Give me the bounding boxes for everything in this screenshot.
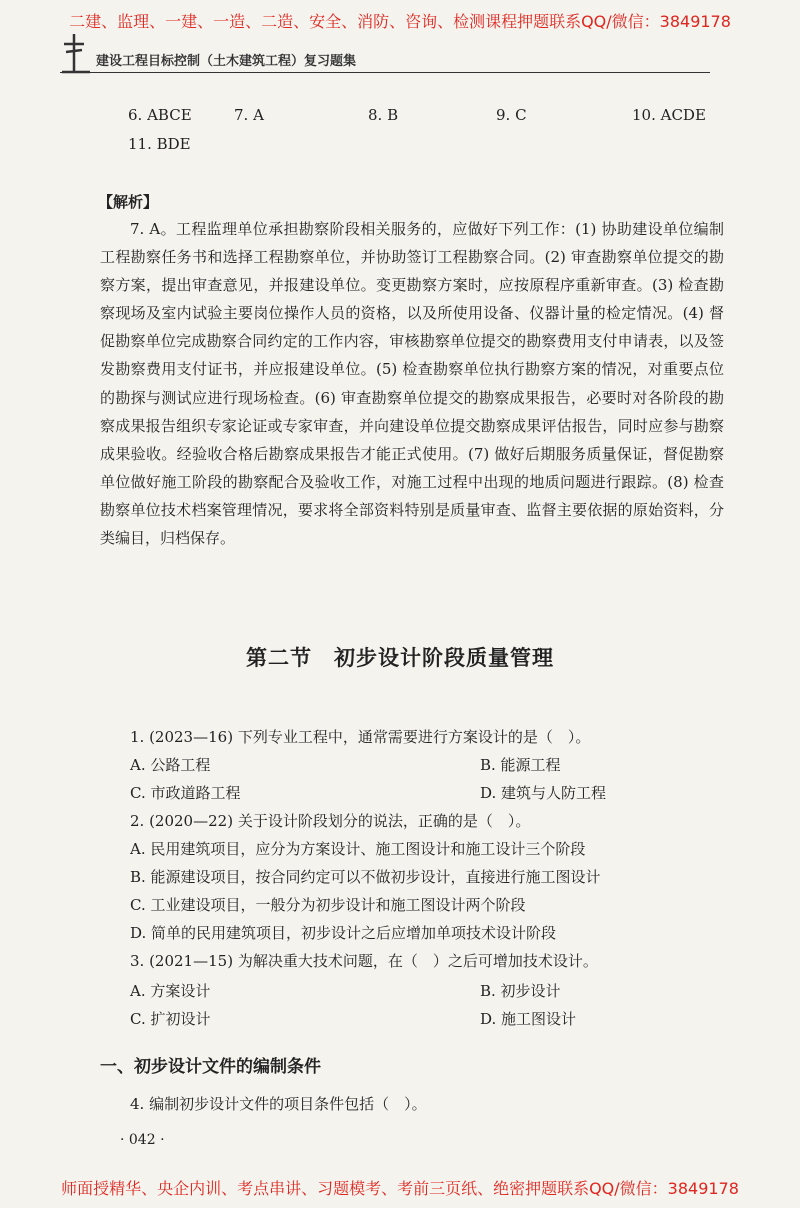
section-title: 第二节 初步设计阶段质量管理 [246, 646, 554, 670]
question-1-option-d: D. 建筑与人防工程 [480, 784, 607, 802]
book-title: 建设工程目标控制（土木建筑工程）复习题集 [96, 54, 357, 69]
question-2-option-d: D. 简单的民用建筑项目，初步设计之后应增加单项技术设计阶段 [130, 924, 557, 942]
answer-9: 9. C [496, 106, 527, 124]
answer-11: 11. BDE [128, 135, 191, 153]
question-2-option-c: C. 工业建设项目，一般分为初步设计和施工图设计两个阶段 [130, 896, 526, 914]
analysis-label: 【解析】 [98, 193, 159, 211]
question-2-option-a: A. 民用建筑项目，应分为方案设计、施工图设计和施工设计三个阶段 [130, 840, 586, 858]
subsection-heading: 一、初步设计文件的编制条件 [100, 1057, 321, 1077]
bottom-promo-banner: 师面授精华、央企内训、考点串讲、习题模考、考前三页纸、绝密押题联系QQ/微信：3849178 [61, 1179, 739, 1198]
question-2-stem: 2. (2020—22) 关于设计阶段划分的说法，正确的是（ ）。 [130, 812, 531, 830]
book-logo-icon [60, 32, 92, 76]
analysis-paragraph: 7. A。工程监理单位承担勘察阶段相关服务的，应做好下列工作：(1) 协助建设单位编制工程勘察任务书和选择工程勘察单位，并协助签订工程勘察合同。(2) 审查勘察单位提交的勘察方案，提出审查意见，并报建设单位。变更勘察方案时，应按原程序重新审查。(3) 检查勘察现场及室内试验主要岗位操作人员的资格，以及所使用设备、仪器计量的检定情况。(4) 督促勘察单位完成勘察合同约定的工作内容，审核勘察单位提交的勘察费用支付申请表，以及签发勘察费用支付证书，并应报建设单位。(5) 检查勘察单位执行勘察方案的情况，对重要点位的勘探与测试应进行现场检查。(6) 审查勘察单位提交的勘察成果报告，必要时对各阶段的勘察成果报告组织专家论证或专家审查，并向建设单位提交勘察成果评估报告，同时应参与勘察成果验收。经验收合格后勘察成果报告才能正式使用。(7) 做好后期服务质量保证，督促勘察单位做好施工阶段的勘察配合及验收工作，对施工过程中出现的地质问题进行跟踪。(8) 检查勘察单位技术档案管理情况，要求将全部资料特别是质量审查、监督主要依据的原始资料，分类编目，归档保存。 [100, 220, 724, 548]
question-1-option-c: C. 市政道路工程 [130, 784, 241, 802]
answer-7: 7. A [234, 106, 264, 124]
answer-6: 6. ABCE [128, 106, 192, 124]
question-1-option-b: B. 能源工程 [480, 756, 561, 774]
question-3-stem: 3. (2021—15) 为解决重大技术问题，在（ ）之后可增加技术设计。 [130, 952, 598, 970]
question-4-stem: 4. 编制初步设计文件的项目条件包括（ ）。 [130, 1095, 427, 1113]
header-rule [60, 72, 710, 73]
question-1-stem: 1. (2023—16) 下列专业工程中，通常需要进行方案设计的是（ ）。 [130, 728, 591, 746]
answer-10: 10. ACDE [632, 106, 706, 124]
question-3-option-a: A. 方案设计 [130, 982, 211, 1000]
question-1-option-a: A. 公路工程 [130, 756, 211, 774]
question-2-option-b: B. 能源建设项目，按合同约定可以不做初步设计，直接进行施工图设计 [130, 868, 601, 886]
question-3-option-b: B. 初步设计 [480, 982, 561, 1000]
page-number: · 042 · [120, 1132, 165, 1148]
answer-8: 8. B [368, 106, 399, 124]
top-promo-banner: 二建、监理、一建、一造、二造、安全、消防、咨询、检测课程押题联系QQ/微信：3849178 [69, 12, 731, 31]
question-3-option-d: D. 施工图设计 [480, 1010, 577, 1028]
question-3-option-c: C. 扩初设计 [130, 1010, 211, 1028]
